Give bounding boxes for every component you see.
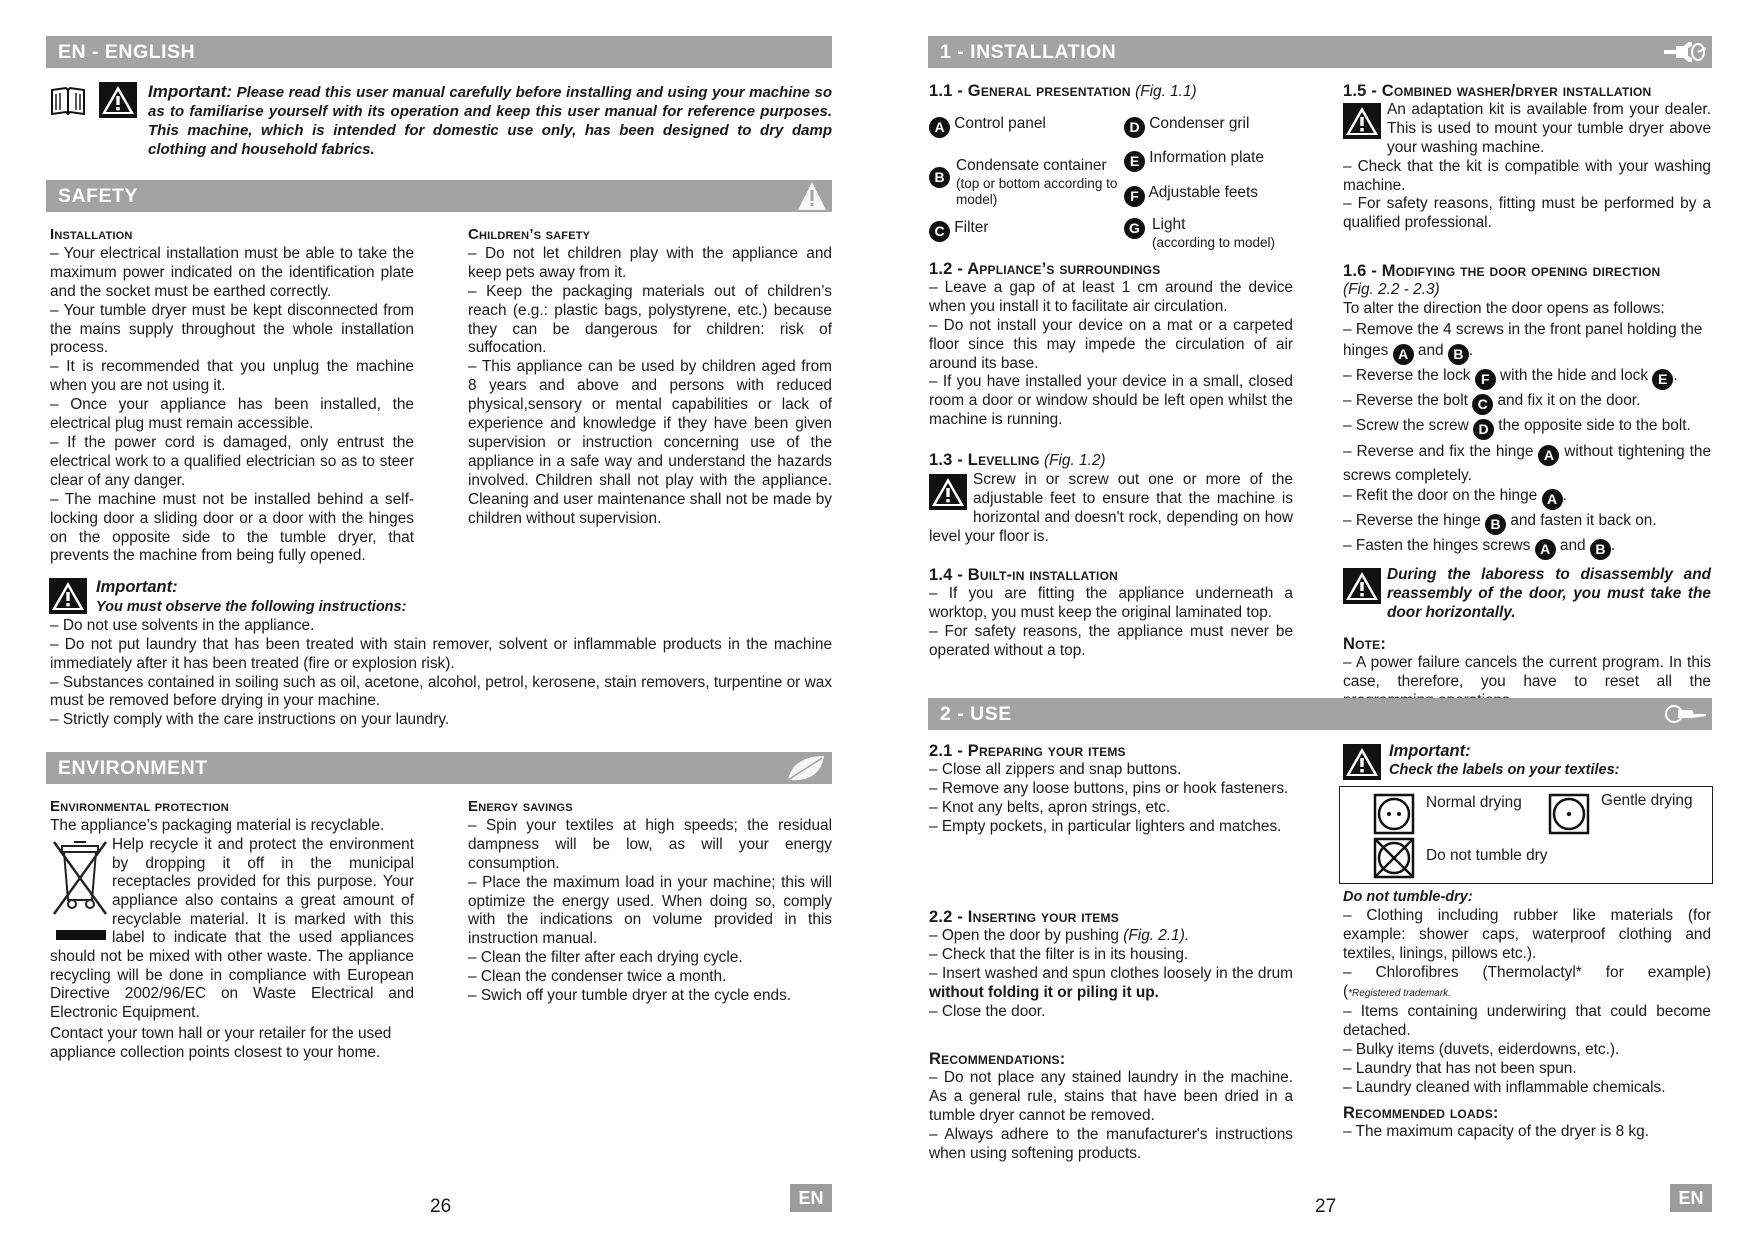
part-g-name: Light bbox=[1152, 216, 1186, 233]
important-item: – Do not put laundry that has been treated with stain remover, solvent or inflammable products in the machine immediately after it has been treated (fire or explosion risk). bbox=[50, 635, 832, 672]
s22-filter: – Check that the filter is in its housing. bbox=[929, 945, 1189, 963]
energy-item: – Place the maximum load in your machine; this will optimize the energy used. When doing so, comply with the indications on volume provided in this instruction manual. bbox=[468, 873, 832, 948]
part-d bbox=[1124, 115, 1304, 138]
safety-installation bbox=[50, 226, 414, 566]
hinge-b-badge: B bbox=[1590, 539, 1611, 560]
hinge-b-badge: B bbox=[1448, 344, 1469, 365]
s21-item: – Knot any belts, apron strings, etc. bbox=[929, 798, 1171, 816]
gentle-drying-icon bbox=[1548, 793, 1590, 835]
registered-note: *Registered trademark. bbox=[1348, 987, 1451, 999]
s12-item: – Do not install your device on a mat or a carpeted floor since this may impede the circulation of air around its base. bbox=[929, 316, 1293, 372]
recommendations-title: Recommendations: bbox=[929, 1050, 1066, 1068]
s15-title: 1.5 - Combined washer/dryer installation bbox=[1343, 82, 1652, 100]
important-item: – Strictly comply with the care instructions on your laundry. bbox=[50, 711, 450, 729]
s15 bbox=[1343, 82, 1711, 233]
s14-list bbox=[929, 585, 1293, 661]
important-item: – Substances contained in soiling such as oil, acetone, alcohol, petrol, kerosene, stain removers, turpentine or wax must be removed before drying in your machine. bbox=[50, 673, 832, 710]
labels-important-label: Important: bbox=[1389, 742, 1471, 760]
language-badge-right: EN bbox=[1670, 1184, 1712, 1212]
s15-text: An adaptation kit is available from your dealer. This is used to mount your tumble dryer above your washing machine. bbox=[1387, 100, 1711, 156]
wrench-hand-icon bbox=[1662, 38, 1706, 66]
s16-fig: (Fig. 2.2 - 2.3) bbox=[1343, 280, 1440, 298]
env-p2: Help recycle it and protect the environment by dropping it off in the municipal receptacles provided for this purpose. Your appliance also contains a great amount of recyclable material. It is marked with this label to indicate that the used appliances should not be mixed with other waste. The appliance recycling will be done in compliance with European Directive 2002/96/EC on Waste Electrical and Electronic Equipment. bbox=[50, 835, 414, 1022]
installation-item: – It is recommended that you unplug the machine when you are not using it. bbox=[50, 358, 414, 395]
children-item: – Keep the packaging materials out of children’s reach (e.g.: plastic bags, polystyrene, etc.) because they can be dangerous for children: risk of suffocation. bbox=[468, 282, 832, 357]
installation-item: – If the power cord is damaged, only entrust the electrical work to a qualified electrician so as to steer clear of any danger. bbox=[50, 433, 414, 489]
no-tumble-item-2: – Items containing underwiring that could become detached. bbox=[1343, 1003, 1711, 1040]
s22-close: – Close the door. bbox=[929, 1002, 1046, 1020]
important-label: Important: bbox=[96, 578, 178, 596]
installation-item: – Once your appliance has been installed, the electrical plug must remain accessible. bbox=[50, 396, 414, 433]
door-warning: During the laboress to disassembly and reassembly of the door, you must take the door horizontally. bbox=[1387, 566, 1711, 622]
normal-drying-text: Normal drying bbox=[1426, 794, 1522, 811]
gentle-drying-text: Gentle drying bbox=[1601, 792, 1693, 809]
hinge-a-badge: A bbox=[1535, 539, 1556, 560]
loads-text: – The maximum capacity of the dryer is 8 kg. bbox=[1343, 1122, 1649, 1140]
step-3: – Reverse the bolt bbox=[1343, 392, 1468, 410]
part-b-badge: B bbox=[929, 167, 950, 188]
part-c-badge: C bbox=[929, 221, 950, 242]
note-text: – A power failure cancels the current program. In this case, therefore, you have to reset all the bbox=[1343, 653, 1711, 690]
s12-list bbox=[929, 279, 1293, 430]
language-badge-left: EN bbox=[790, 1184, 832, 1212]
energy-item: – Swich off your tumble dryer at the cycle ends. bbox=[468, 987, 792, 1005]
env-protection bbox=[50, 798, 414, 1063]
warning-icon bbox=[1343, 744, 1381, 780]
installation-item: – The machine must not be installed behind a self-locking door a sliding door or a door with the hinges on the opposite side to the tumble dryer, that prevents the machine from being fully opened. bbox=[50, 490, 414, 565]
s15-item: – Check that the kit is compatible with your washing machine. bbox=[1343, 157, 1711, 194]
recommendations bbox=[929, 1050, 1293, 1163]
s15-item: – For safety reasons, fitting must be performed by a qualified professional. bbox=[1343, 195, 1711, 232]
warning-icon bbox=[1343, 568, 1381, 604]
page-number-left: 26 bbox=[430, 1196, 452, 1217]
step-8: – Fasten the hinges screws bbox=[1343, 537, 1531, 555]
loads-title: Recommended loads: bbox=[1343, 1103, 1499, 1122]
part-a-name: Control panel bbox=[954, 115, 1046, 132]
note-title: Note: bbox=[1343, 635, 1387, 654]
no-tumble-item-4: – Laundry that has not been spun. bbox=[1343, 1060, 1577, 1078]
s13-title: 1.3 - Levelling bbox=[929, 451, 1040, 469]
environment-bar bbox=[46, 752, 832, 784]
energy-item: – Spin your textiles at high speeds; the residual dampness will be low, as will your energy consumption. bbox=[468, 816, 832, 872]
no-tumble-title: Do not tumble-dry: bbox=[1343, 889, 1473, 905]
left-header-title: EN - ENGLISH bbox=[58, 41, 196, 63]
no-tumble-item-5: – Laundry cleaned with inflammable chemicals. bbox=[1343, 1079, 1666, 1097]
energy-list bbox=[468, 817, 832, 1006]
hinge-a-badge: A bbox=[1542, 489, 1563, 510]
bolt-c-badge: C bbox=[1472, 394, 1493, 415]
part-c-name: Filter bbox=[954, 219, 989, 236]
installation-heading: Installation bbox=[50, 226, 133, 243]
important-item: – Do not use solvents in the appliance. bbox=[50, 616, 315, 634]
installation-list bbox=[50, 245, 414, 566]
part-b bbox=[929, 157, 1125, 208]
part-b-name: Condensate container bbox=[956, 157, 1107, 174]
chloro-line: – Chlorofibres (Thermolactyl* for example) bbox=[1343, 963, 1711, 981]
part-g-badge: G bbox=[1124, 218, 1145, 239]
step-4b: the opposite side to the bolt. bbox=[1498, 417, 1691, 435]
weee-bin-icon bbox=[50, 838, 112, 946]
children-item: – This appliance can be used by children aged from 8 years and above and persons with reduced physical,sensory or mental capabilities or lack of experience and knowledge if they have been given supervision or instruction concerning use of the appliance in a safe way and understand the hazards involved. Children shall not play with the appliance. Cleaning and user maintenance shall not be made by children without supervision. bbox=[468, 358, 832, 527]
step-4: – Screw the screw bbox=[1343, 417, 1469, 435]
step-1-and: and bbox=[1417, 342, 1444, 360]
no-tumble-section: Do not tumble-dry: – Clothing including rubber like materials (for example: shower caps, waterproof clothing and textiles, linings, pillows etc.). – Chlorofibres (Thermolactyl* for example) (*Registered trademark. – Items containing underwiring that could become detached. – Bulky items (duvets, eiderdowns, etc.). – Laundry that has not been spun. – Laundry cleaned with inflammable chemicals. Recommended loads: – The maximum capacity of the dryer is 8 kg. bbox=[1343, 889, 1711, 1140]
installation-item: – Your tumble dryer must be kept disconnected from the mains supply throughout the whole installation process. bbox=[50, 301, 414, 357]
intro-body: Please read this user manual carefully before installing and using your machine so as to familiarise yourself with its operation and keep this user manual for reference purposes. This machine, which is intended for domestic use only, has been designed to dry damp clothing and household fabrics. bbox=[148, 84, 833, 158]
s21-list bbox=[929, 761, 1293, 837]
s12 bbox=[929, 260, 1293, 430]
environment-title: ENVIRONMENT bbox=[58, 757, 208, 779]
installation-title: 1 - INSTALLATION bbox=[940, 41, 1117, 63]
s21-item: – Empty pockets, in particular lighters and matches. bbox=[929, 817, 1282, 835]
energy-item: – Clean the filter after each drying cycle. bbox=[468, 949, 743, 967]
lock-f-badge: F bbox=[1475, 369, 1496, 390]
step-2: – Reverse the lock bbox=[1343, 367, 1471, 385]
part-a-badge: A bbox=[929, 117, 950, 138]
part-f bbox=[1124, 184, 1304, 207]
intro-important-label: Important: bbox=[148, 82, 233, 101]
step-5: – Reverse and fix the hinge bbox=[1343, 443, 1534, 461]
part-c bbox=[929, 219, 1109, 242]
step-5b: without tightening the screws completely. bbox=[1343, 443, 1711, 485]
hinge-a-badge: A bbox=[1393, 344, 1414, 365]
s22-insert: – Insert washed and spun clothes loosely in the drum bbox=[929, 964, 1293, 982]
no-tumble-text: Do not tumble dry bbox=[1426, 847, 1548, 864]
hand-icon bbox=[1662, 700, 1706, 728]
step-3b: and fix it on the door. bbox=[1497, 392, 1641, 410]
part-d-name: Condenser gril bbox=[1149, 115, 1250, 132]
s16-title: 1.6 - Modifying the door opening direction bbox=[1343, 262, 1661, 280]
s13 bbox=[929, 451, 1293, 547]
labels-important bbox=[1389, 742, 1711, 780]
step-6: – Refit the door on the hinge bbox=[1343, 487, 1538, 505]
screw-d-badge: D bbox=[1473, 419, 1494, 440]
s12-item: – Leave a gap of at least 1 cm around the device when you install it to facilitate air circulation. bbox=[929, 278, 1293, 315]
recommendation-item: – Do not place any stained laundry in the machine. As a general rule, stains that have been dried in a tumble dryer cannot be removed. bbox=[929, 1068, 1293, 1124]
s21-item: – Remove any loose buttons, pins or hook fasteners. bbox=[929, 779, 1289, 797]
energy-heading: Energy savings bbox=[468, 798, 573, 815]
safety-title: SAFETY bbox=[58, 185, 138, 207]
warning-icon bbox=[929, 474, 967, 510]
step-1: – Remove the 4 screws in the front panel holding the hinges bbox=[1343, 320, 1703, 360]
s14 bbox=[929, 566, 1293, 661]
important-block bbox=[50, 578, 832, 730]
part-f-name: Adjustable feets bbox=[1148, 184, 1258, 201]
s13-fig: (Fig. 1.2) bbox=[1043, 452, 1106, 469]
part-e-name: Information plate bbox=[1149, 149, 1264, 166]
part-e bbox=[1124, 149, 1304, 172]
use-bar bbox=[928, 698, 1712, 730]
lock-e-badge: E bbox=[1652, 369, 1673, 390]
step-2b: with the hide and lock bbox=[1500, 367, 1649, 385]
use-title: 2 - USE bbox=[940, 703, 1012, 725]
children-heading: Children’s safety bbox=[468, 226, 591, 243]
important-sub: You must observe the following instructions: bbox=[96, 598, 407, 615]
s22-door-fig: (Fig. 2.1). bbox=[1123, 926, 1190, 944]
labels-important-sub: Check the labels on your textiles: bbox=[1389, 761, 1620, 778]
s16: 1.6 - Modifying the door opening direction (Fig. 2.2 - 2.3) To alter the direction the door opens as follows: – Remove the 4 screws in the front panel holding the hinges A and B . – Reverse the lock F with the hide and lock E . – Reverse the bolt C and fix it on the door. – Screw the screw D the opposite side to the bolt. – Reverse and fix the hinge A without tightening the screws completely. – Refit the door on the hinge A . – Reverse the hinge B and fasten it back on. – Fasten the hinges screws A and B . During the laboress to disassembly and reassembly of the door, you must take the door horizontally. Note: – A power failure cancels the current program. In this case, therefore, you have to reset all the bbox=[1343, 262, 1711, 711]
env-protection-heading: Environmental protection bbox=[50, 798, 229, 815]
s11-title: 1.1 - General presentation bbox=[929, 82, 1131, 100]
s22 bbox=[929, 908, 1293, 1021]
safety-bar bbox=[46, 180, 832, 212]
no-tumble-item-1: – Clothing including rubber like materials (for example: shower caps, waterproof clothing and textiles, linings, pillows etc.). bbox=[1343, 906, 1711, 962]
warning-triangle-icon bbox=[782, 182, 826, 210]
s12-title: 1.2 - Appliance’s surroundings bbox=[929, 260, 1161, 278]
care-label-box bbox=[1339, 786, 1713, 884]
children-list bbox=[468, 245, 832, 529]
leaf-icon bbox=[782, 754, 826, 782]
part-g-note: (according to model) bbox=[1152, 234, 1276, 250]
env-p1: The appliance’s packaging material is recyclable. bbox=[50, 816, 385, 834]
s21-item: – Close all zippers and snap buttons. bbox=[929, 760, 1182, 778]
part-b-note: (top or bottom according to model) bbox=[956, 175, 1118, 207]
recommendations-list bbox=[929, 1069, 1293, 1164]
s22-insert-bold: without folding it or piling it up. bbox=[929, 983, 1159, 1001]
installation-bar bbox=[928, 36, 1712, 68]
s16-intro: To alter the direction the door opens as follows: bbox=[1343, 299, 1665, 317]
energy-item: – Clean the condenser twice a month. bbox=[468, 968, 727, 986]
s12-item: – If you have installed your device in a small, closed room a door or window should be left open whilst the machine is running. bbox=[929, 373, 1293, 429]
left-header-bar bbox=[46, 36, 832, 68]
normal-drying-icon bbox=[1373, 793, 1415, 835]
part-f-badge: F bbox=[1124, 186, 1145, 207]
s11 bbox=[929, 82, 1293, 102]
energy-savings bbox=[468, 798, 832, 1006]
s21-title: 2.1 - Preparing your items bbox=[929, 742, 1126, 760]
s13-text: Screw in or screw out one or more of the adjustable feet to ensure that the machine is horizontal and doesn't rock, depending on how level your floor is. bbox=[929, 470, 1293, 545]
safety-children bbox=[468, 226, 832, 529]
part-g bbox=[1124, 216, 1304, 251]
part-a bbox=[929, 115, 1109, 138]
no-tumble-icon bbox=[1373, 837, 1415, 879]
s21 bbox=[929, 742, 1293, 837]
step-8-and: and bbox=[1559, 537, 1586, 555]
step-7: – Reverse the hinge bbox=[1343, 512, 1481, 530]
children-item: – Do not let children play with the appliance and keep pets away from it. bbox=[468, 244, 832, 281]
s22-door: – Open the door by pushing bbox=[929, 926, 1119, 944]
part-e-badge: E bbox=[1124, 151, 1145, 172]
warning-icon bbox=[1343, 103, 1381, 139]
important-list bbox=[50, 617, 832, 730]
step-7b: and fasten it back on. bbox=[1510, 512, 1657, 530]
s11-fig: (Fig. 1.1) bbox=[1135, 83, 1197, 100]
env-p3: Contact your town hall or your retailer for the used appliance collection points closest to your home. bbox=[50, 1024, 392, 1061]
hinge-a-badge: A bbox=[1538, 445, 1559, 466]
s14-title: 1.4 - Built-in installation bbox=[929, 566, 1118, 584]
page-number-right: 27 bbox=[1315, 1196, 1337, 1217]
s14-item: – If you are fitting the appliance underneath a worktop, you must keep the original laminated top. bbox=[929, 584, 1293, 621]
s22-title: 2.2 - Inserting your items bbox=[929, 908, 1119, 926]
hinge-b-badge: B bbox=[1485, 514, 1506, 535]
no-tumble-item-3: – Bulky items (duvets, eiderdowns, etc.). bbox=[1343, 1041, 1620, 1059]
s15-list bbox=[1343, 158, 1711, 234]
s14-item: – For safety reasons, the appliance must never be operated without a top. bbox=[929, 622, 1293, 659]
intro-text bbox=[50, 82, 832, 159]
installation-item: – Your electrical installation must be able to take the maximum power indicated on the identification plate and the socket must be earthed correctly. bbox=[50, 244, 414, 300]
recommendation-item: – Always adhere to the manufacturer's instructions when using softening products. bbox=[929, 1125, 1293, 1162]
part-d-badge: D bbox=[1124, 117, 1145, 138]
